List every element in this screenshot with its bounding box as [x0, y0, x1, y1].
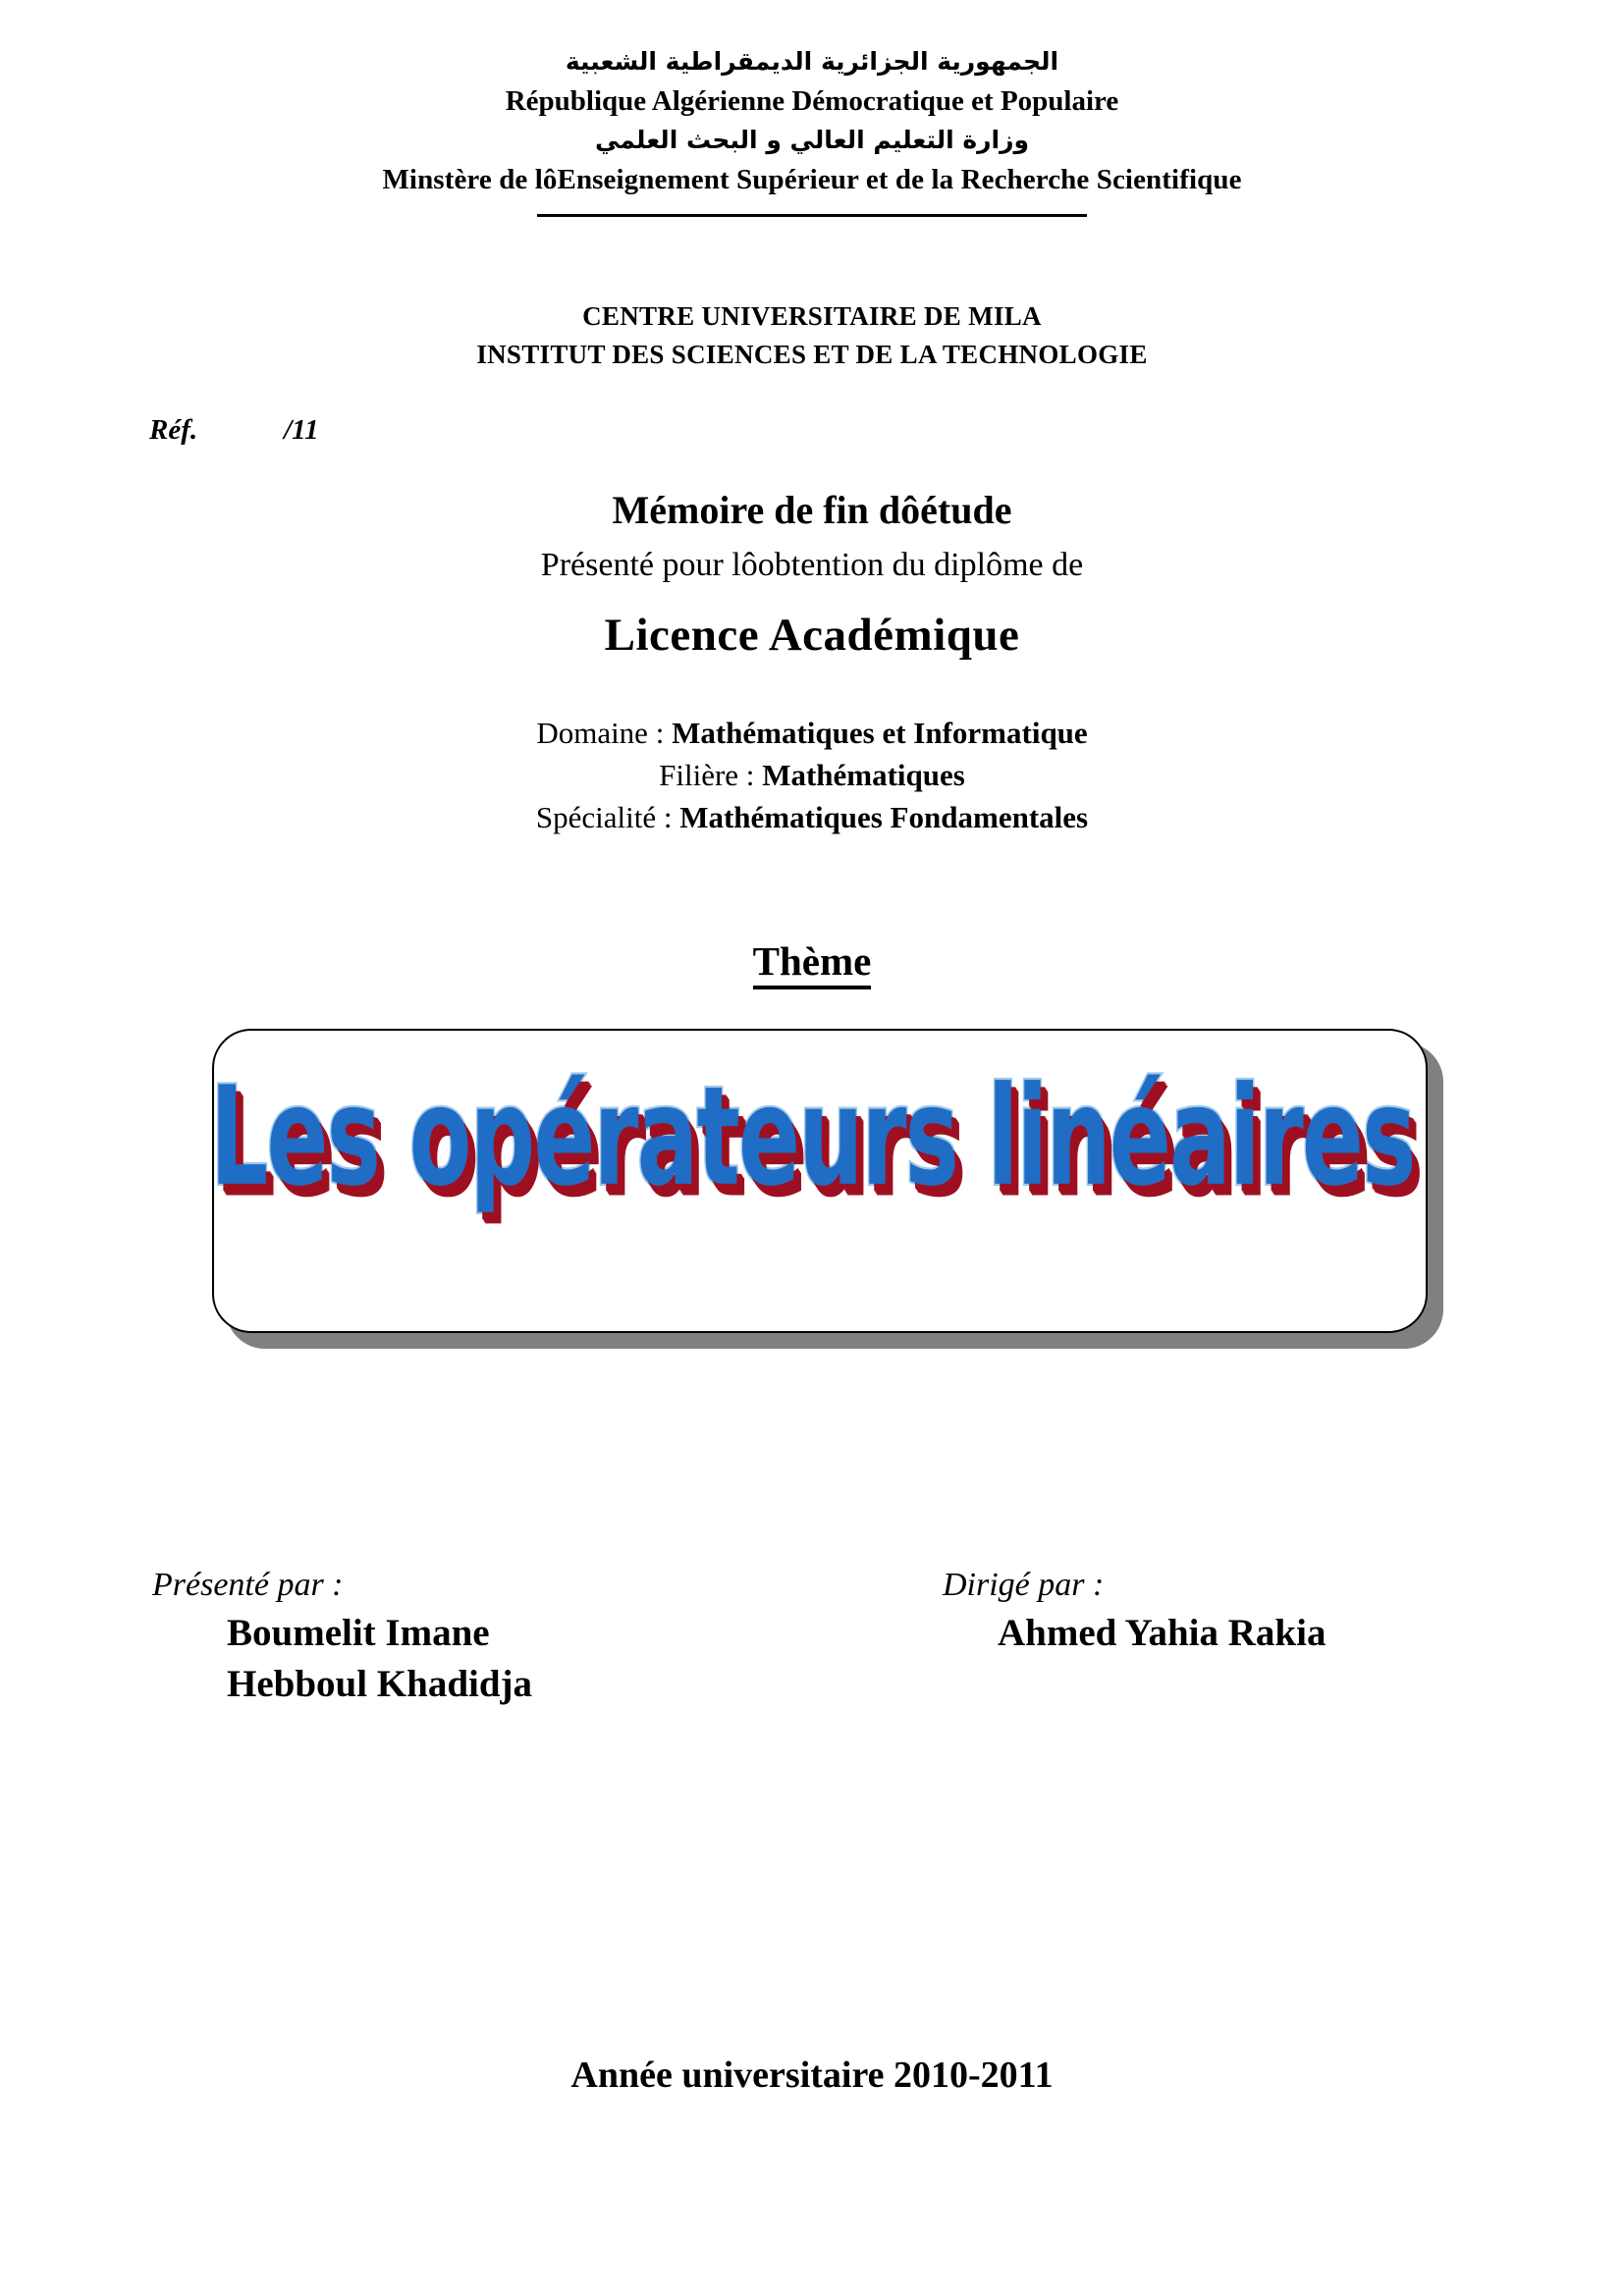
- memoire-subtitle: Présenté pour lôobtention du diplôme de: [540, 547, 1084, 583]
- document-header: [0, 43, 1624, 217]
- author-name: Hebboul Khadidja: [227, 1663, 533, 1705]
- theme-title-box: [209, 1029, 1430, 1353]
- institution-block: [0, 297, 1624, 374]
- institute-name: INSTITUT DES SCIENCES ET DE LA TECHNOLOGIE: [476, 340, 1148, 369]
- theme-box-frame: [209, 1029, 1428, 1333]
- domaine-value: Mathématiques et Informatique: [672, 716, 1088, 750]
- specialite-label: Spécialité :: [535, 800, 680, 834]
- filiere-value: Mathématiques: [762, 758, 965, 792]
- specialite-line: [0, 796, 1624, 838]
- presented-by-label: Présenté par :: [152, 1567, 344, 1603]
- french-ministry-line: Minstère de lôEnseignement Supérieur et de la Recherche Scientifique: [382, 164, 1242, 195]
- specialite-value: Mathématiques Fondamentales: [679, 800, 1089, 834]
- filiere-label: Filière :: [659, 758, 763, 792]
- header-divider-rule: [537, 214, 1087, 217]
- supervisor-name: Ahmed Yahia Rakia: [998, 1612, 1326, 1654]
- study-fields-block: [0, 712, 1624, 838]
- arabic-ministry-line: وزارة التعليم العالي و البحث العلمي: [594, 126, 1030, 154]
- academic-year: Année universitaire 2010-2011: [570, 2055, 1054, 2096]
- theme-heading-text: Thème: [753, 938, 872, 989]
- reference-label: Réf.: [149, 414, 198, 446]
- theme-heading: [0, 937, 1624, 985]
- memoire-block: [0, 486, 1624, 590]
- domaine-label: Domaine :: [536, 716, 673, 750]
- theme-title-text: Les opérateurs linéaires: [209, 1056, 1415, 1217]
- author-name: Boumelit Imane: [227, 1612, 490, 1654]
- supervised-by-column: [943, 1563, 1551, 1659]
- domaine-line: [0, 712, 1624, 754]
- arabic-republic-line: الجمهورية الجزائرية الديمقراطية الشعبية: [565, 47, 1059, 76]
- university-center-name: CENTRE UNIVERSITAIRE DE MILA: [582, 301, 1042, 331]
- french-republic-line: République Algérienne Démocratique et Populaire: [505, 85, 1119, 117]
- filiere-line: [0, 754, 1624, 796]
- reference-line: [149, 414, 319, 447]
- degree-title: Licence Académique: [604, 610, 1020, 661]
- supervised-by-label: Dirigé par :: [943, 1567, 1105, 1603]
- memoire-title: Mémoire de fin dôétude: [612, 488, 1012, 532]
- reference-value: /11: [284, 414, 319, 446]
- presented-by-column: [152, 1563, 761, 1710]
